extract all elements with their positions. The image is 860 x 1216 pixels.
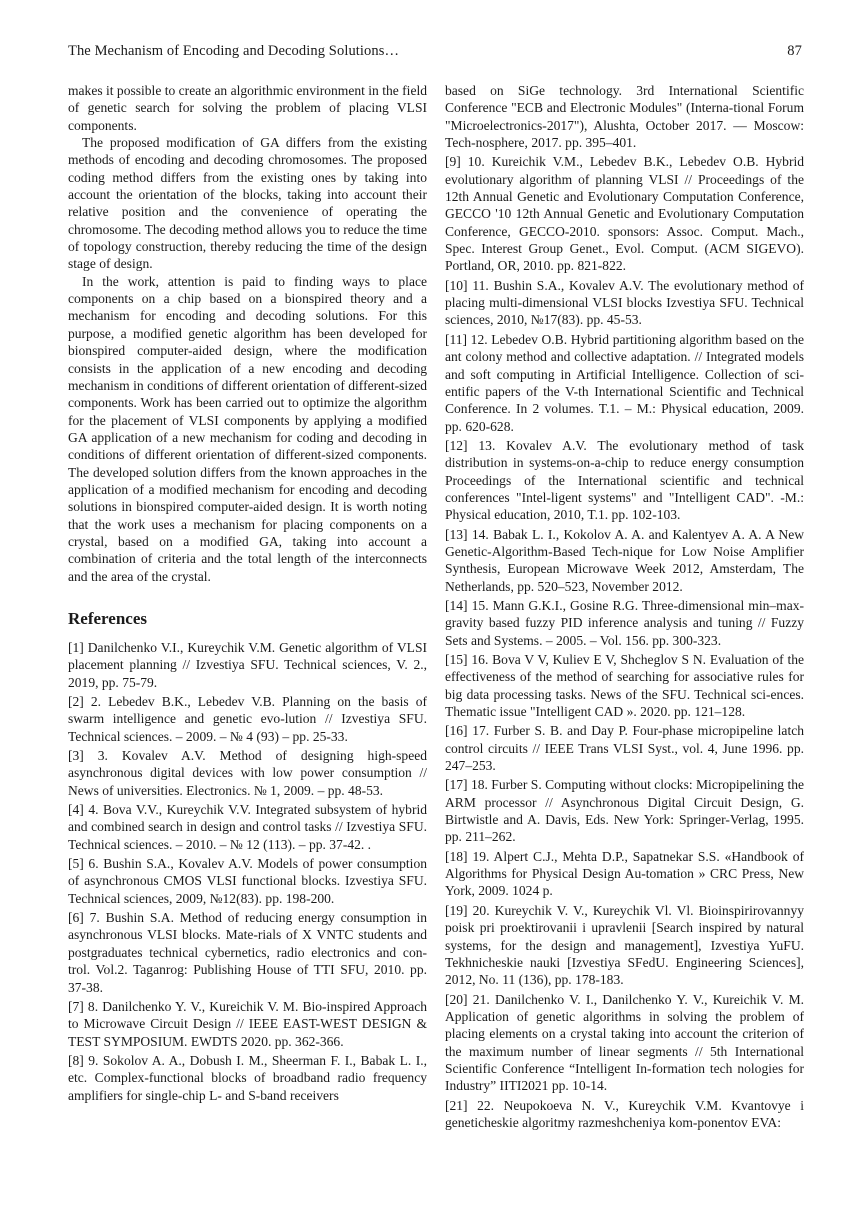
body-paragraph: In the work, attention is paid to finding ways to place components on a chip based on a bionspired theory and a mechanism for encoding and decoding solutions. For this purpose, a modified genetic algorithm has been developed for bionspired computer-aided design, where the modification consists in the application of a new encoding and decoding mechanism in conditions of different orientation of different-sized components. Work has been carried out to optimize the algorithm for the placement of VLSI components by applying a modified GA application of a new mechanism for coding and decoding in conditions of different orientation of different-sized components. The developed solution differs from the known approaches in the application of a modified mechanism for encoding and decoding solutions in bionspired computer-aided design. It is worth noting that the work uses a mechanism for placing components on a crystal, based on a modified GA, taking into account a combination of criteria and the total length of the interconnects and the area of the crystal. — [68, 273, 427, 584]
reference-item: [13] 14. Babak L. I., Kokolov A. A. and Kalentyev A. A. A New Genetic-Algorithm-Based Tech-nique for Low Noise Amplifier Synthesis, European Microwave Week 2012, Amsterdam, The Netherlands, pp. 520–523, November 2012. — [445, 526, 804, 594]
reference-item: [21] 22. Neupokoeva N. V., Kureychik V.M. Kvantovye i geneticheskie algoritmy razmeshcheniya kom-ponentov EVA: — [445, 1097, 804, 1130]
reference-continuation: based on SiGe technology. 3rd International Scientific Conference "ECB and Electronic Modules" (Interna-tional Forum "Microelectronics-2017"), Alushta, October 2017. — Moscow: Tech-nosphere, 2017. pp. 395–401. — [445, 83, 804, 151]
reference-item: [11] 12. Lebedev O.B. Hybrid partitioning algorithm based on the ant colony method and collective adaptation. // Integrated models and soft computing in Artificial Intelligence. Collection of sci-entific papers of the V-th International Scientific and Technical Conference. In 2 volumes. T.1. – M.: Physical education, 2009. pp. 620-628. — [445, 331, 804, 434]
reference-item: [3] 3. Kovalev A.V. Method of designing high-speed asynchronous digital devices with low power consumption // News of universities. Electronics. № 1, 2009. – pp. 48-53. — [68, 748, 427, 798]
reference-item: [1] Danilchenko V.I., Kureychik V.M. Genetic algorithm of VLSI placement planning // Izvestiya SFU. Technical sciences, V. 2., 2019, pp. 75-79. — [68, 639, 427, 690]
reference-item: [7] 8. Danilchenko Y. V., Kureichik V. M. Bio-inspired Approach to Microwave Circuit Design // IEEE EAST-WEST DESIGN & TEST SYMPOSIUM. EWDTS 2020. pp. 362-366. — [68, 998, 427, 1049]
reference-item: [12] 13. Kovalev A.V. The evolutionary method of task distribution in systems-on-a-chip to reduce energy consumption Proceedings of the International scientific and technical conferences "Intel-ligent systems" and "Intelligent CAD". -M.: Physical education, 2010, T.1. pp. 102-103. — [445, 437, 804, 523]
reference-item: [6] 7. Bushin S.A. Method of reducing energy consumption in asynchronous VLSI blocks. Mate-rials of X VNTC students and postgraduates technical cybernetics, radio electronics and con-trol. Vol.2. Taganrog: Publishing House of TTI SFU, 2010. pp. 37-38. — [68, 910, 427, 995]
reference-item: [8] 9. Sokolov A. A., Dobush I. M., Sheerman F. I., Babak L. I., etc. Complex-functional blocks of broadband radio frequency amplifiers for single-chip L- and S-band receivers — [68, 1052, 427, 1103]
running-title: The Mechanism of Encoding and Decoding Solutions… — [68, 43, 400, 59]
reference-item: [5] 6. Bushin S.A., Kovalev A.V. Models of power consumption of asynchronous CMOS VLSI functional blocks. Izvestiya SFU. Technical sciences, 2009, №12(83). pp. 198-200. — [68, 856, 427, 906]
reference-item: [16] 17. Furber S. B. and Day P. Four-phase micropipeline latch control circuits // IEEE Trans VLSI Syst., vol. 4, June 1996. pp. 247–253. — [445, 723, 804, 774]
running-header — [68, 43, 802, 65]
reference-item: [10] 11. Bushin S.A., Kovalev A.V. The evolutionary method of placing multi-dimensional VLSI blocks Izvestiya SFU. Technical sciences, 2010, №17(83). pp. 45-53. — [445, 277, 804, 328]
reference-item: [14] 15. Mann G.K.I., Gosine R.G. Three-dimensional min–max-gravity based fuzzy PID inference analysis and tuning // Fuzzy Sets and Systems. – 2005. – Vol. 156. pp. 300-323. — [445, 597, 804, 648]
reference-item: [4] 4. Bova V.V., Kureychik V.V. Integrated subsystem of hybrid and combined search in design and control tasks // Izvestiya SFU. Technical sciences. – 2010. – № 12 (113). – pp. 37-42. . — [68, 802, 427, 852]
reference-item: [20] 21. Danilchenko V. I., Danilchenko Y. V., Kureichik V. M. Application of genetic algorithms in solving the problem of placing elements on a crystal taking into account the criterion of the maximum number of linear segments // 5th International Scientific Conference “Intelligent In-formation tech nologies for Industry” IITI2021 pp. 10-14. — [445, 991, 804, 1094]
reference-item: [18] 19. Alpert C.J., Mehta D.P., Sapatnekar S.S. «Handbook of Algorithms for Physical Design Au-tomation » CRC Press, New York, 2009. 1024 p. — [445, 848, 804, 899]
page-number: 87 — [787, 43, 802, 59]
reference-item: [9] 10. Kureichik V.M., Lebedev B.K., Lebedev O.B. Hybrid evolutionary algorithm of planning VLSI // Proceedings of the 12th Annual Genetic and Evolutionary Computation Conference, GECCO '10 12th Annual Genetic and Evolutionary Computation Conference, GECCO-2010. sponsors: Assoc. Comput. Mach., Spec. Interest Group Genet., Evol. Comput. (ACM SIGEVO). Portland, OR, 2010. pp. 821-822. — [445, 154, 804, 274]
body-paragraph: makes it possible to create an algorithmic environment in the field of genetic search for solving the problem of placing VLSI components. — [68, 83, 427, 133]
left-column — [68, 82, 427, 1106]
reference-item: [19] 20. Kureychik V. V., Kureychik Vl. Vl. Bioinspirirovannyy poisk pri proektirovanii i upravlenii [Search inspired by natural systems, for the design and management], Izvestiya YuFU. Tekhnicheskie nauki [Izvestiya SFedU. Engineering Sciences], 2012, No. 11 (136), pp. 178-183. — [445, 902, 804, 988]
body-paragraph: The proposed modification of GA differs from the existing methods of encoding and decoding chromosomes. The proposed coding method differs from the existing ones by taking into account the orientation of the blocks, taking into account their relative position and the convenience of operating the chromosome. The decoding method allows you to reduce the time of topology construction, thereby reducing the time of the design stage of design. — [68, 135, 427, 272]
right-column — [445, 82, 804, 1133]
reference-item: [2] 2. Lebedev B.K., Lebedev V.B. Planning on the basis of swarm intelligence and genetic evo-lution // Izvestiya SFU. Technical sciences. – 2009. – № 4 (93) – pp. 25-33. — [68, 694, 427, 744]
references-heading: References — [68, 608, 147, 628]
reference-item: [15] 16. Bova V V, Kuliev E V, Shcheglov S N. Evaluation of the effectiveness of the method of searching for associative rules for big data processing tasks. News of the SFU. Technical sci-ences. Thematic issue "Intelligent CAD ». 2020. pp. 121–128. — [445, 652, 804, 720]
reference-item: [17] 18. Furber S. Computing without clocks: Micropipelining the ARM processor // Asynchronous Digital Circuit Design, G. Birtwistle and A. Davis, Eds. New York: Springer-Verlag, 1995. pp. 211–262. — [445, 777, 804, 845]
